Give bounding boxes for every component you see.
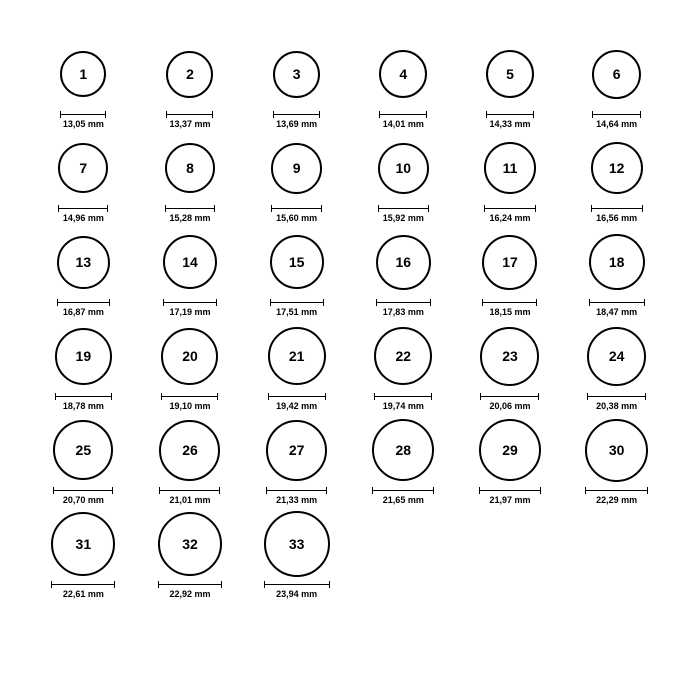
measure-bar-icon [378,205,429,212]
ring-circle-wrap [158,510,222,578]
ring-circle [266,420,327,481]
measure-bar-icon [592,111,641,118]
ring-measure [271,205,322,223]
ring-diameter-label: 17,83 mm [382,307,424,317]
ring-circle-wrap [55,322,112,390]
ring-diameter-label: 21,97 mm [489,495,531,505]
ring-circle-wrap [53,416,113,484]
ring-size-number: 29 [502,442,518,458]
ring-diameter-label: 19,42 mm [276,401,318,411]
ring-circle-wrap [266,416,327,484]
ring-circle [592,50,641,99]
ring-measure [480,393,539,411]
ring-size-cell [563,322,670,416]
measure-bar-icon [587,393,646,400]
ring-size-number: 14 [182,254,198,270]
ring-circle [271,143,322,194]
ring-circle [53,420,113,480]
ring-size-cell [243,134,350,228]
ring-size-number: 32 [182,536,198,552]
measure-bar-icon [379,111,427,118]
ring-size-number: 5 [506,66,514,82]
ring-diameter-label: 18,78 mm [62,401,104,411]
measure-bar-icon [271,205,322,212]
ring-size-number: 15 [288,254,305,270]
ring-diameter-label: 15,60 mm [276,213,318,223]
ring-size-cell [350,40,457,134]
ring-circle-wrap [166,40,213,108]
ring-circle-wrap [264,510,330,578]
measure-bar-icon [479,487,541,494]
ring-size-cell [243,510,350,604]
ring-diameter-label: 14,64 mm [596,119,638,129]
ring-diameter-label: 20,70 mm [62,495,104,505]
ring-circle [482,235,537,290]
ring-diameter-label: 22,92 mm [169,589,211,599]
ring-size-number: 18 [608,254,625,270]
ring-measure [51,581,115,599]
ring-measure [591,205,643,223]
measure-bar-icon [161,393,218,400]
ring-size-cell [457,228,564,322]
ring-size-cell [350,134,457,228]
measure-bar-icon [480,393,539,400]
ring-circle [57,236,110,289]
ring-size-number: 2 [186,66,194,82]
ring-size-number: 11 [502,160,518,176]
ring-size-cell [457,416,564,510]
ring-circle-wrap [379,40,427,108]
measure-bar-icon [163,299,217,306]
ring-size-cell [243,322,350,416]
ring-diameter-label: 17,19 mm [169,307,211,317]
ring-circle [165,143,215,193]
ring-circle [55,328,112,385]
ring-size-cell [563,228,670,322]
ring-size-number: 10 [395,160,412,176]
ring-measure [163,299,217,317]
ring-diameter-label: 13,69 mm [276,119,318,129]
measure-bar-icon [264,581,330,588]
ring-circle-wrap [163,228,217,296]
ring-circle-wrap [165,134,215,202]
ring-measure [266,487,327,505]
measure-bar-icon [486,111,534,118]
ring-measure [486,111,534,129]
measure-bar-icon [585,487,648,494]
ring-size-number: 4 [399,66,408,82]
ring-circle [379,50,427,98]
measure-bar-icon [374,393,432,400]
ring-circle-wrap [482,228,537,296]
ring-diameter-label: 18,47 mm [596,307,638,317]
measure-bar-icon [589,299,645,306]
ring-measure [60,111,106,129]
ring-size-cell [30,228,137,322]
ring-diameter-label: 16,24 mm [489,213,531,223]
ring-measure [159,487,220,505]
ring-measure [161,393,218,411]
ring-circle [268,327,326,385]
measure-bar-icon [165,205,215,212]
measure-bar-icon [166,111,213,118]
ring-size-cell [243,40,350,134]
ring-measure [592,111,641,129]
ring-size-number: 33 [288,536,305,552]
ring-size-cell [137,416,244,510]
measure-bar-icon [372,487,434,494]
ring-size-number: 16 [395,254,412,270]
ring-size-cell [30,134,137,228]
ring-size-cell [457,134,564,228]
ring-size-number: 21 [288,348,305,364]
ring-size-cell [137,510,244,604]
ring-measure [379,111,427,129]
ring-size-number: 27 [288,442,305,458]
ring-circle [159,420,220,481]
ring-measure [55,393,112,411]
ring-size-number: 23 [502,348,518,364]
ring-measure [165,205,215,223]
ring-size-number: 24 [608,348,625,364]
ring-circle-wrap [592,40,641,108]
ring-circle-wrap [271,134,322,202]
ring-circle-wrap [589,228,645,296]
ring-size-number: 26 [182,442,198,458]
ring-size-number: 30 [608,442,625,458]
ring-circle-wrap [60,40,106,108]
measure-bar-icon [484,205,536,212]
ring-circle-wrap [480,322,539,390]
ring-circle-wrap [159,416,220,484]
ring-measure [372,487,434,505]
ring-circle-wrap [591,134,643,202]
ring-size-number: 1 [79,66,88,82]
ring-diameter-label: 20,06 mm [489,401,531,411]
ring-measure [376,299,431,317]
ring-diameter-label: 19,74 mm [382,401,424,411]
measure-bar-icon [270,299,324,306]
measure-bar-icon [58,205,108,212]
measure-bar-icon [158,581,222,588]
ring-circle-wrap [372,416,434,484]
ring-circle-wrap [161,322,218,390]
ring-circle [589,234,645,290]
ring-size-cell [563,416,670,510]
ring-diameter-label: 14,33 mm [489,119,531,129]
ring-diameter-label: 15,28 mm [169,213,211,223]
ring-measure [484,205,536,223]
ring-size-cell [457,322,564,416]
ring-circle [158,512,222,576]
ring-circle-wrap [376,228,431,296]
measure-bar-icon [591,205,643,212]
ring-circle [270,235,324,289]
ring-circle [585,419,648,482]
ring-diameter-label: 13,37 mm [169,119,211,129]
ring-size-cell [457,40,564,134]
ring-size-cell [137,228,244,322]
ring-circle-wrap [484,134,536,202]
ring-size-number: 7 [79,160,88,176]
ring-size-number: 8 [186,160,194,176]
ring-size-number: 22 [395,348,412,364]
ring-measure [587,393,646,411]
ring-circle-wrap [378,134,429,202]
ring-circle [264,511,330,577]
measure-bar-icon [266,487,327,494]
ring-diameter-label: 14,96 mm [62,213,104,223]
ring-size-cell [243,416,350,510]
measure-bar-icon [376,299,431,306]
measure-bar-icon [53,487,113,494]
ring-size-cell [137,322,244,416]
ring-circle-wrap [479,416,541,484]
ring-measure [53,487,113,505]
ring-circle [166,51,213,98]
ring-diameter-label: 21,33 mm [276,495,318,505]
ring-size-cell [30,40,137,134]
ring-measure [166,111,213,129]
ring-size-number: 3 [292,66,301,82]
ring-diameter-label: 14,01 mm [382,119,424,129]
ring-circle-wrap [585,416,648,484]
ring-measure [158,581,222,599]
ring-measure [585,487,648,505]
measure-bar-icon [268,393,326,400]
ring-measure [57,299,110,317]
ring-circle [486,50,534,98]
ring-circle [591,142,643,194]
ring-circle [587,327,646,386]
ring-measure [264,581,330,599]
ring-size-number: 13 [75,254,92,270]
ring-circle [480,327,539,386]
ring-diameter-label: 21,01 mm [169,495,211,505]
ring-size-cell [30,322,137,416]
ring-circle [372,419,434,481]
ring-size-cell [243,228,350,322]
ring-circle [479,419,541,481]
ring-diameter-label: 13,05 mm [62,119,104,129]
ring-diameter-label: 19,10 mm [169,401,211,411]
ring-circle [376,235,431,290]
ring-circle-wrap [486,40,534,108]
ring-measure [268,393,326,411]
ring-measure [58,205,108,223]
ring-size-number: 6 [612,66,621,82]
ring-size-number: 20 [182,348,198,364]
ring-circle-wrap [57,228,110,296]
ring-diameter-label: 20,38 mm [596,401,638,411]
ring-size-number: 31 [75,536,92,552]
ring-circle-wrap [587,322,646,390]
measure-bar-icon [482,299,537,306]
ring-size-number: 25 [75,442,92,458]
ring-circle [484,142,536,194]
ring-diameter-label: 15,92 mm [382,213,424,223]
ring-size-number: 9 [292,160,301,176]
ring-measure [374,393,432,411]
ring-measure [479,487,541,505]
ring-size-number: 28 [395,442,412,458]
ring-size-number: 12 [608,160,625,176]
ring-circle-wrap [51,510,115,578]
ring-size-cell [563,40,670,134]
ring-size-number: 19 [75,348,92,364]
ring-measure [589,299,645,317]
ring-circle [161,328,218,385]
ring-circle-wrap [270,228,324,296]
ring-diameter-label: 16,56 mm [596,213,638,223]
measure-bar-icon [159,487,220,494]
ring-diameter-label: 22,29 mm [596,495,638,505]
measure-bar-icon [55,393,112,400]
ring-circle [378,143,429,194]
ring-measure [270,299,324,317]
ring-circle-wrap [374,322,432,390]
ring-size-cell [350,228,457,322]
ring-diameter-label: 16,87 mm [62,307,104,317]
ring-measure [482,299,537,317]
measure-bar-icon [51,581,115,588]
ring-size-cell [137,134,244,228]
ring-size-cell [350,416,457,510]
ring-diameter-label: 22,61 mm [62,589,104,599]
ring-size-cell [137,40,244,134]
ring-measure [378,205,429,223]
measure-bar-icon [57,299,110,306]
ring-size-cell [563,134,670,228]
measure-bar-icon [273,111,320,118]
ring-circle [58,143,108,193]
ring-circle [273,51,320,98]
measure-bar-icon [60,111,106,118]
ring-size-cell [30,510,137,604]
ring-circle [374,327,432,385]
ring-measure [273,111,320,129]
ring-diameter-label: 18,15 mm [489,307,531,317]
ring-size-cell [350,322,457,416]
ring-circle-wrap [268,322,326,390]
ring-size-cell [30,416,137,510]
ring-diameter-label: 23,94 mm [276,589,318,599]
ring-circle-wrap [58,134,108,202]
ring-circle [51,512,115,576]
ring-circle-wrap [273,40,320,108]
ring-circle [60,51,106,97]
ring-size-grid [30,40,670,604]
ring-diameter-label: 21,65 mm [382,495,424,505]
ring-diameter-label: 17,51 mm [276,307,318,317]
ring-circle [163,235,217,289]
ring-size-number: 17 [502,254,518,270]
